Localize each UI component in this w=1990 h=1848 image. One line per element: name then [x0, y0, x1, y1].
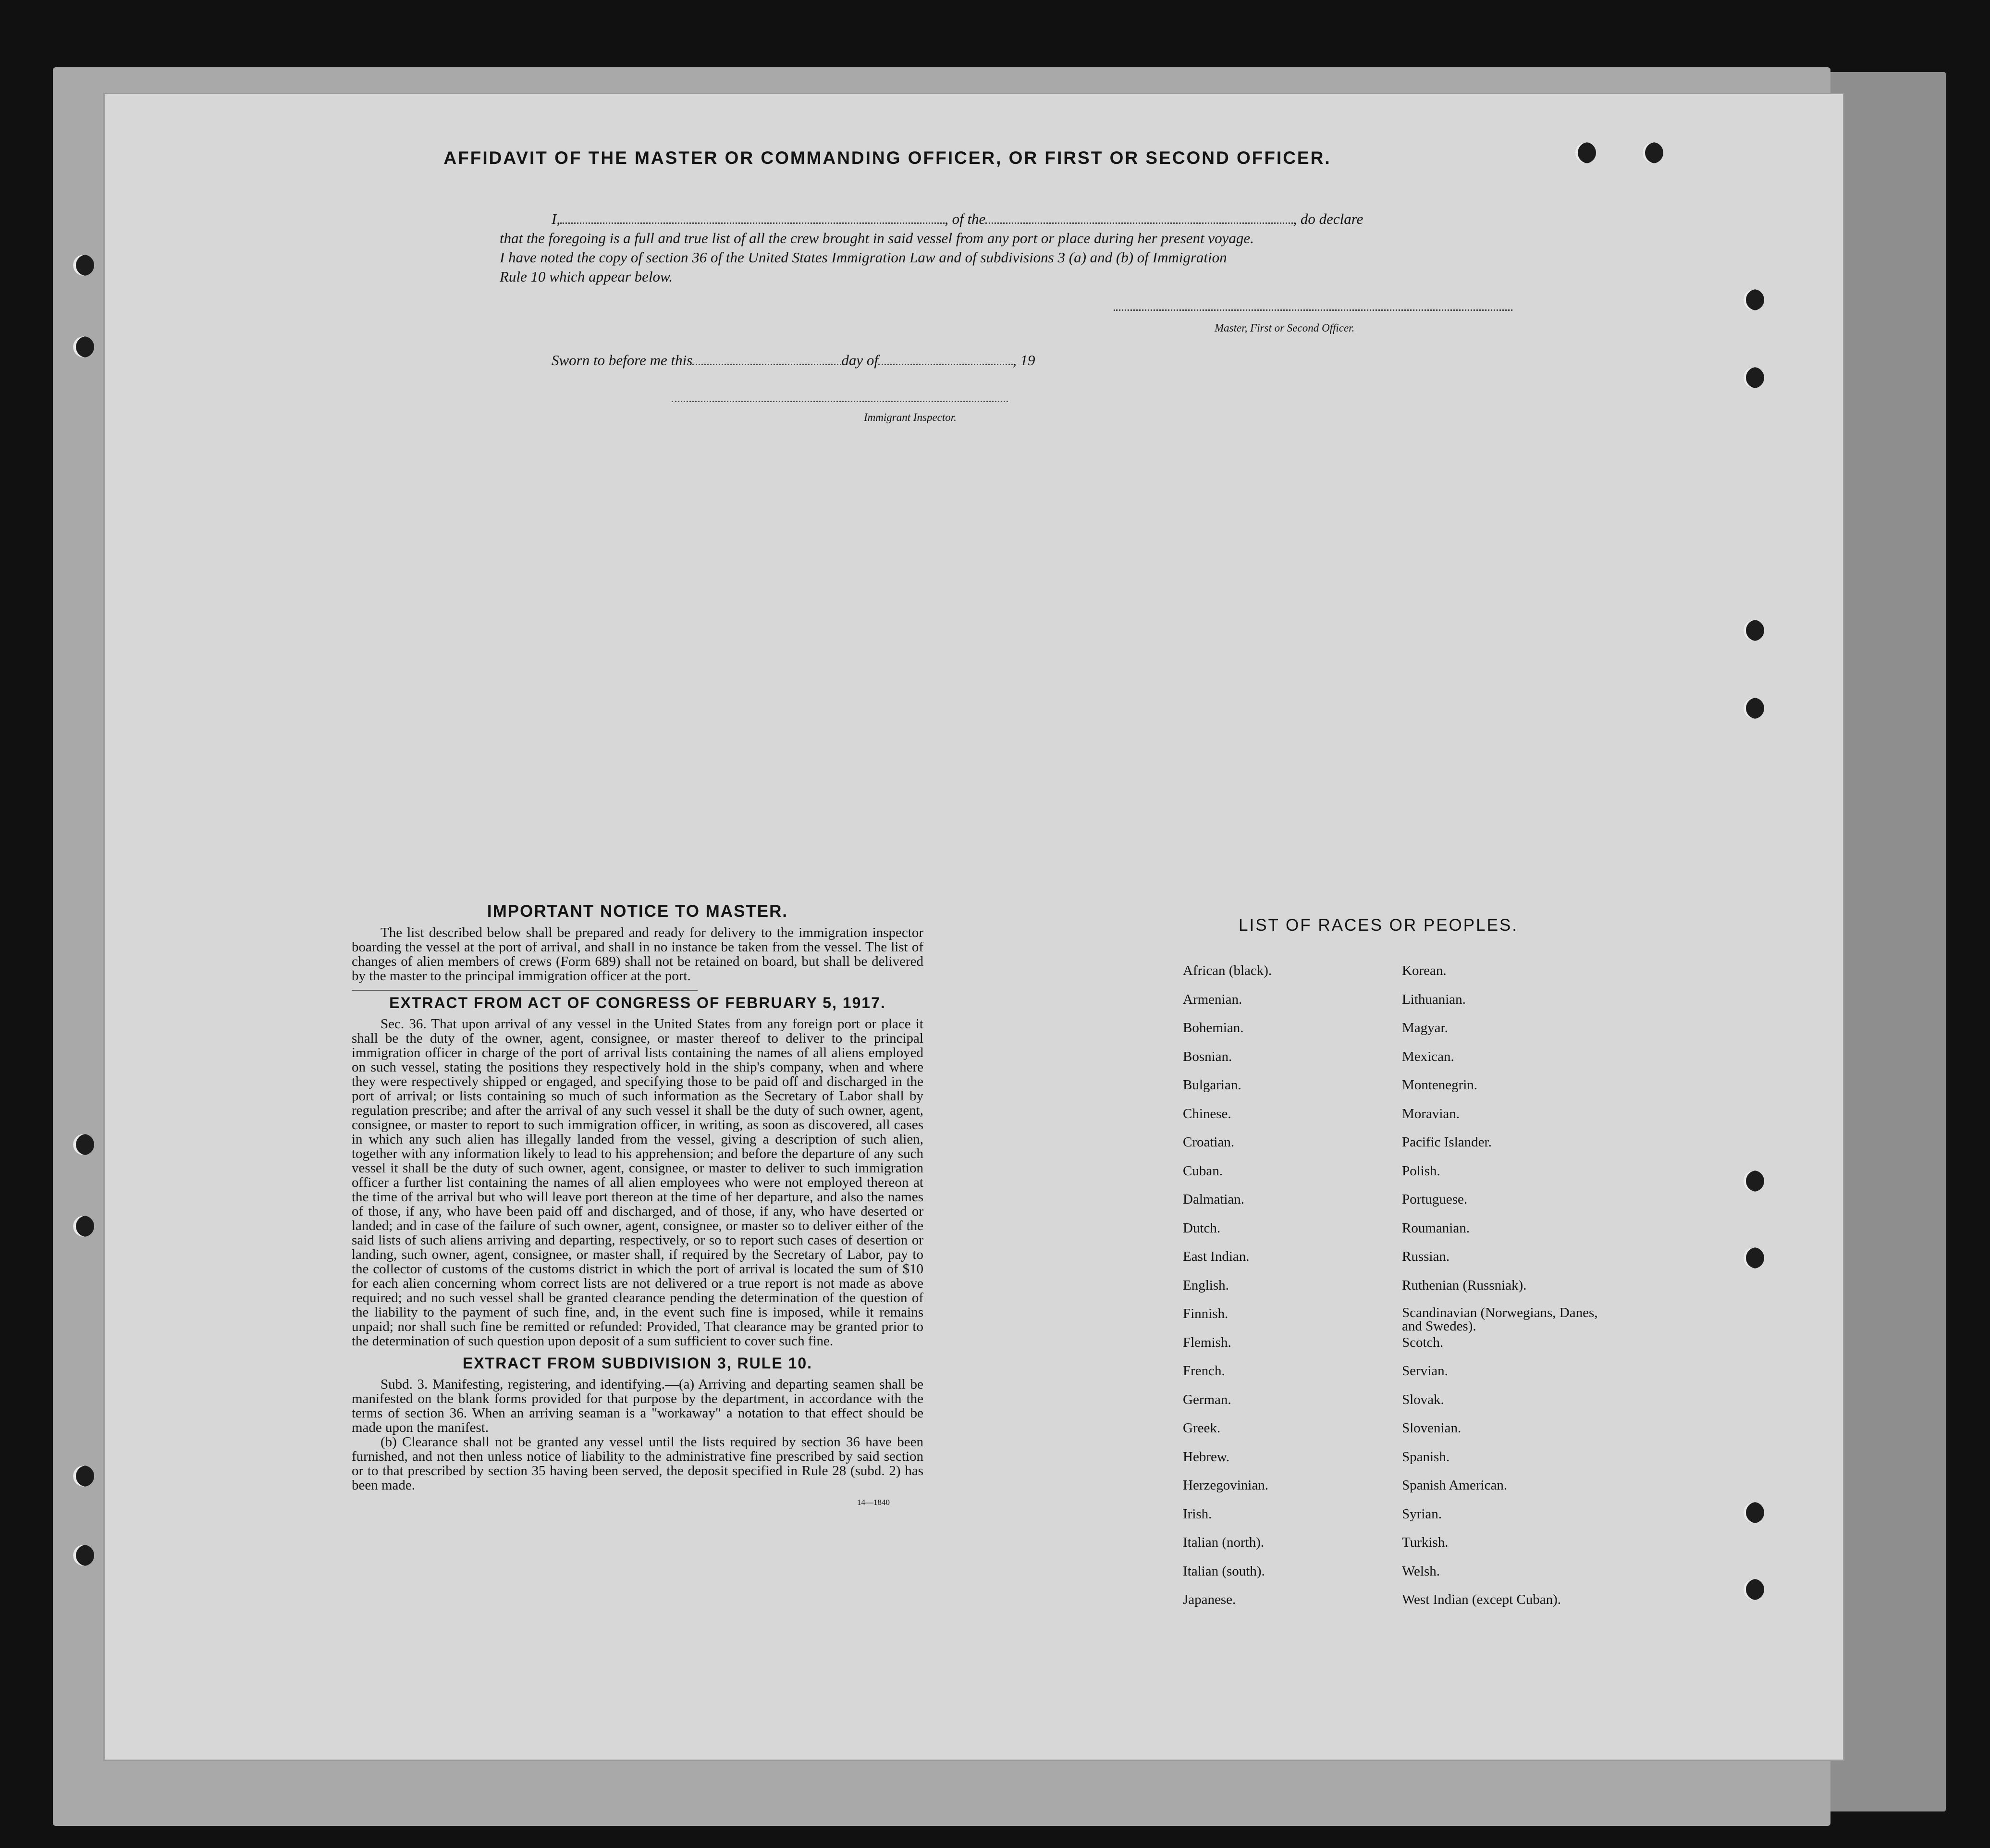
- race-item: Italian (south).: [1183, 1563, 1265, 1579]
- extract2-body-b: (b) Clearance shall not be granted any vessel until the lists required by section 36 have been furnished, and not then unless notice of liability to the administrative fine prescribed by said section or to that prescribed by section 35 having been served, the deposit specified in Rule 28 (subd. 2) has been made.: [352, 1434, 923, 1493]
- race-item: Moravian.: [1402, 1106, 1460, 1121]
- race-item: Cuban.: [1183, 1163, 1223, 1179]
- race-item: Ruthenian (Russniak).: [1402, 1277, 1527, 1293]
- race-item: Bosnian.: [1183, 1048, 1232, 1064]
- notice-title: IMPORTANT NOTICE TO MASTER.: [487, 902, 788, 921]
- master-signature-label: Master, First or Second Officer.: [1215, 322, 1355, 334]
- extract1-body: Sec. 36. That upon arrival of any vessel in the United States from any foreign port or place it shall be the duty of the owner, agent, consignee, or master thereof to deliver to the principal immigration officer in charge of the port of arrival lists containing the names of all aliens employed on such vessel, stating the positions they respectively hold in the ship's company, when and where they were respectively shipped or engaged, and specifying those to be paid off and discharged in the port of arrival; or lists containing so much of such information as the Secretary of Labor shall by regulation prescribe; and after the arrival of any such vessel it shall be the duty of such owner, agent, consignee, or master to report to such immigration officer, in writing, as soon as discovered, all cases in which any such alien has illegally landed from the vessel, giving a description of such alien, together with any information likely to lead to his apprehension; and before the departure of any such vessel it shall be the duty of such owner, agent, consignee, or master to deliver to such immigration officer a further list containing the names of all alien employees who were not employed thereon at the time of the arrival but who will leave port thereon at the time of her departure, and also the names of those, if any, who have been paid off and discharged, and of those, if any, who have deserted or landed; and in case of the failure of such owner, agent, consignee, or master so to deliver either of the said lists of such aliens arriving and departing, respectively, or so to report such cases of desertion or landing, such owner, agent, consignee, or master shall, if required by the Secretary of Labor, pay to the collector of customs of the customs district in which the port of arrival is located the sum of $10 for each alien concerning whom correct lists are not delivered or a true report is not made as above required; and no such vessel shall be granted clearance pending the determination of the question of the liability to the payment of such fine, and, in the event such fine is imposed, while it remains unpaid; nor shall such fine be remitted or refunded: Provided, That clearance may be granted prior to the determination of such question upon deposit of a sum sufficient to cover such fine.: [352, 1016, 923, 1349]
- affidavit-line-1: [552, 210, 1363, 228]
- binder-hole: [73, 1216, 94, 1237]
- master-signature-blank: [1114, 309, 1512, 311]
- race-item: Montenegrin.: [1402, 1077, 1478, 1093]
- race-item: Korean.: [1402, 963, 1447, 978]
- divider: [352, 990, 698, 991]
- year-label: , 19: [1012, 352, 1035, 369]
- extract1-title: EXTRACT FROM ACT OF CONGRESS OF FEBRUARY 5, 1917.: [389, 994, 886, 1011]
- document-page: [105, 94, 1843, 1760]
- notice-body: The list described below shall be prepared and ready for delivery to the immigration inspector boarding the vessel at the port of arrival, and shall in no instance be taken from the vessel. The list of changes of alien members of crews (Form 689) shall not be retained on board, but shall be delivered by the master to the principal immigration officer at the port.: [352, 925, 923, 984]
- sworn-month-blank: [878, 364, 1013, 365]
- race-item: Turkish.: [1402, 1535, 1449, 1550]
- race-item: Herzegovinian.: [1183, 1478, 1268, 1493]
- race-item: Spanish.: [1402, 1449, 1450, 1465]
- race-item: East Indian.: [1183, 1249, 1250, 1264]
- race-item: Slovenian.: [1402, 1420, 1462, 1436]
- race-item: Armenian.: [1183, 991, 1242, 1007]
- sworn-label: Sworn to before me this: [552, 352, 693, 369]
- affidavit-of-the-label: , of the: [945, 210, 986, 227]
- race-item: Italian (north).: [1183, 1535, 1265, 1550]
- race-item: African (black).: [1183, 963, 1272, 978]
- binder-hole: [73, 1466, 94, 1487]
- notice-section: [352, 904, 923, 1510]
- race-item: Scotch.: [1402, 1334, 1444, 1350]
- race-item: Greek.: [1183, 1420, 1221, 1436]
- binder-hole: [1743, 1170, 1764, 1192]
- race-item: Russian.: [1402, 1249, 1450, 1264]
- race-item: Chinese.: [1183, 1106, 1231, 1121]
- affidavit-i-label: I,: [552, 210, 561, 227]
- race-item: Japanese.: [1183, 1592, 1236, 1607]
- binder-hole: [1743, 1247, 1764, 1269]
- race-item: English.: [1183, 1277, 1229, 1293]
- race-item: Servian.: [1402, 1363, 1448, 1379]
- affidavit-line-3: I have noted the copy of section 36 of the United States Immigration Law and of subdivisions 3 (a) and (b) of Immigration: [500, 249, 1227, 266]
- binder-hole: [1743, 1502, 1764, 1523]
- race-item: Mexican.: [1402, 1048, 1454, 1064]
- race-item: Scandinavian (Norwegians, Danes, and Swedes).: [1402, 1305, 1598, 1334]
- form-number: 14—1840: [857, 1498, 890, 1507]
- race-item: Slovak.: [1402, 1392, 1444, 1407]
- day-of-label: day of: [841, 352, 878, 369]
- sworn-day-blank: [692, 364, 841, 365]
- race-item: Croatian.: [1183, 1134, 1235, 1150]
- binder-hole: [73, 1545, 94, 1566]
- race-item: Finnish.: [1183, 1306, 1228, 1321]
- races-column-2: [1402, 963, 1613, 1621]
- races-title: LIST OF RACES OR PEOPLES.: [1239, 916, 1519, 935]
- binder-hole: [1743, 1579, 1764, 1600]
- race-item: Magyar.: [1402, 1020, 1448, 1035]
- race-item: Roumanian.: [1402, 1220, 1470, 1236]
- race-item: Flemish.: [1183, 1334, 1231, 1350]
- race-item: Lithuanian.: [1402, 991, 1466, 1007]
- inspector-signature-label: Immigrant Inspector.: [864, 411, 957, 423]
- extract2-title: EXTRACT FROM SUBDIVISION 3, RULE 10.: [462, 1355, 813, 1372]
- binder-hole: [1743, 289, 1764, 310]
- race-item: Spanish American.: [1402, 1478, 1508, 1493]
- race-item: Polish.: [1402, 1163, 1440, 1179]
- binder-hole: [73, 336, 94, 357]
- race-item: Dalmatian.: [1183, 1192, 1245, 1207]
- binder-hole: [1743, 698, 1764, 719]
- race-item: Bohemian.: [1183, 1020, 1244, 1035]
- binder-hole: [73, 255, 94, 276]
- vessel-blank: [985, 222, 1293, 224]
- binder-hole: [1743, 620, 1764, 641]
- affidavit-line-2: that the foregoing is a full and true list of all the crew brought in said vessel from any port or place during her present voyage.: [500, 230, 1254, 246]
- race-item: Bulgarian.: [1183, 1077, 1241, 1093]
- race-item: Dutch.: [1183, 1220, 1221, 1236]
- race-item: Irish.: [1183, 1506, 1212, 1522]
- races-column-1: [1183, 963, 1272, 1621]
- extract2-body-a: Subd. 3. Manifesting, registering, and identifying.—(a) Arriving and departing seamen shall be manifested on the blank forms provided for that purpose by the department, in accordance with the terms of section 36. When an arriving seaman is a "workaway" a notation to that effect should be made upon the manifest.: [352, 1377, 923, 1435]
- race-item: Portuguese.: [1402, 1192, 1468, 1207]
- inspector-signature-blank: [672, 401, 1008, 402]
- sworn-line: [552, 352, 1035, 369]
- race-item: German.: [1183, 1392, 1231, 1407]
- race-item: Welsh.: [1402, 1563, 1440, 1579]
- race-item: Pacific Islander.: [1402, 1134, 1492, 1150]
- binder-hole: [1743, 367, 1764, 388]
- name-blank: [560, 222, 945, 224]
- binder-hole: [73, 1134, 94, 1155]
- race-item: French.: [1183, 1363, 1225, 1379]
- race-item: Hebrew.: [1183, 1449, 1230, 1465]
- affidavit-declare-label: , do declare: [1293, 210, 1364, 227]
- affidavit-line-4: Rule 10 which appear below.: [500, 268, 673, 285]
- race-item: West Indian (except Cuban).: [1402, 1592, 1561, 1607]
- affidavit-title: AFFIDAVIT OF THE MASTER OR COMMANDING OFFICER, OR FIRST OR SECOND OFFICER.: [443, 148, 1331, 168]
- race-item: Syrian.: [1402, 1506, 1442, 1522]
